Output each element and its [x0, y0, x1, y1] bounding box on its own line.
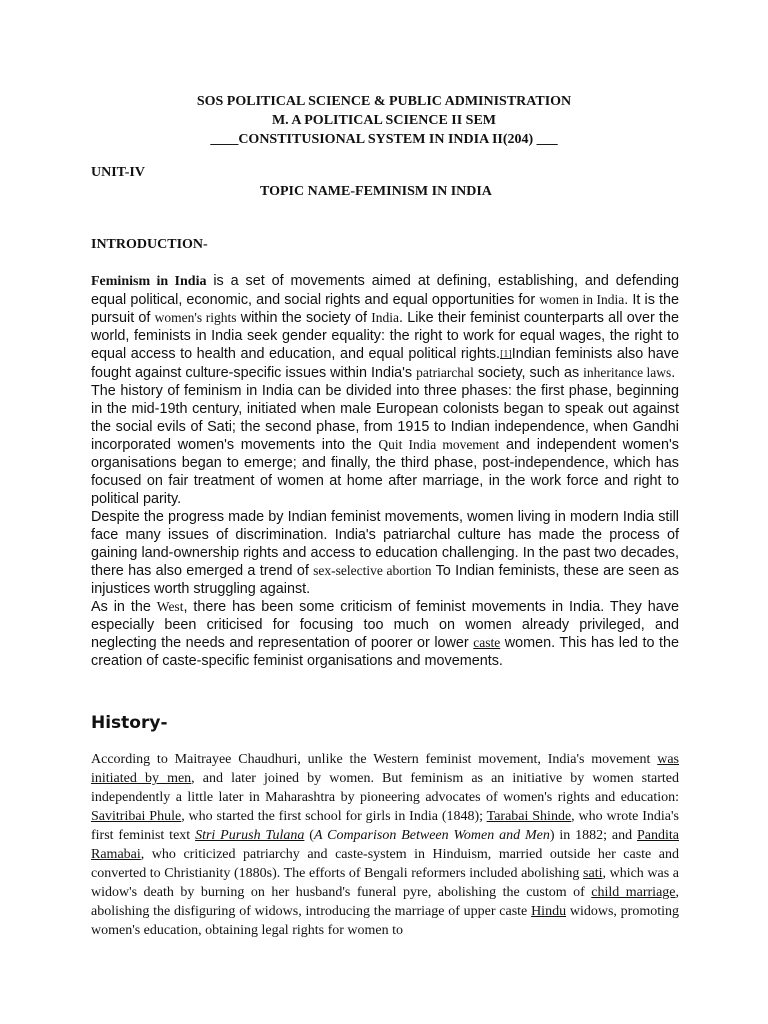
topic-title: TOPIC NAME-FEMINISM IN INDIA [260, 184, 492, 199]
text-run: ( [304, 828, 314, 843]
text-run: As in the [91, 599, 157, 615]
history-body [91, 750, 679, 940]
text-run: within the society of [236, 310, 372, 326]
link-stri-purush-tulana[interactable]: Stri Purush Tulana [195, 828, 305, 843]
history-heading: History- [91, 713, 168, 733]
text-run: , which was a widow's death by burning on her husband's funeral pyre, abolishing the custom of [91, 866, 679, 900]
link-child-marriage[interactable]: child marriage [591, 885, 676, 900]
header-course: M. A POLITICAL SCIENCE II SEM [271, 113, 497, 128]
text-run: Indian feminists also have fought against culture-specific issues within India's [91, 346, 679, 381]
text-run: To Indian feminists, these are seen as injustices worth struggling against. [91, 563, 679, 597]
link-sati[interactable]: sati [583, 866, 603, 881]
text-run: , who started the first school for girls in India (1848); [181, 809, 487, 824]
text-run: , who criticized patriarchy and caste-system in Hinduism, married outside her caste and converted to Christianity (1880s). The efforts of Bengali reformers included abolishing [91, 847, 679, 881]
text-run: ) in 1882; and [549, 828, 637, 843]
text-run: , who wrote India's first feminist text [91, 809, 679, 843]
link-india[interactable]: India [371, 310, 399, 325]
text-run: , abolishing the disfiguring of widows, introducing the marriage of upper caste [91, 885, 680, 919]
text-run: According to Maitrayee Chaudhuri, unlike the Western feminist movement, India's movement [91, 752, 658, 767]
link-savitribai-phule[interactable]: Savitribai Phule [91, 809, 182, 824]
text-run: society, such as [473, 365, 584, 381]
text-run: widows, promoting women's education, obtaining legal rights for women to [91, 904, 680, 938]
link-womens-rights[interactable]: women's rights [154, 310, 237, 325]
text-run: is a set of movements aimed at defining, establishing, and defending equal political, economic, and social rights and equal opportunities for [91, 273, 679, 308]
text-run: women. This has led to the creation of caste-specific feminist organisations and movements. [91, 635, 679, 669]
book-subtitle: A Comparison Between Women and Men [313, 828, 550, 843]
text-run: , there has been some criticism of feminist movements in India. They have especially been criticised for focusing too much on women already privileged, and neglecting the needs and representation of poorer or lower [91, 599, 679, 651]
link-pandita-ramabai[interactable]: Pandita Ramabai [91, 828, 679, 862]
link-initiated-by-men[interactable]: was initiated by men [91, 752, 679, 786]
link-women-in-india[interactable]: women in India [539, 292, 625, 307]
link-quit-india-movement[interactable]: Quit India movement [378, 437, 500, 452]
history-paragraph [91, 750, 679, 940]
intro-paragraph-1 [91, 272, 679, 382]
link-caste[interactable]: caste [473, 635, 501, 650]
link-sex-selective-abortion[interactable]: sex-selective abortion [313, 563, 432, 578]
link-hindu[interactable]: Hindu [531, 904, 567, 919]
introduction-heading: INTRODUCTION- [91, 237, 208, 252]
link-inheritance-laws[interactable]: inheritance laws [583, 365, 672, 380]
intro-paragraph-2 [91, 382, 679, 508]
link-west[interactable]: West [156, 599, 184, 614]
text-run: . [671, 365, 676, 381]
reference-link-1[interactable]: [1] [500, 349, 512, 360]
header-department: SOS POLITICAL SCIENCE & PUBLIC ADMINISTRATION [196, 94, 572, 109]
intro-bold-lead: Feminism in India [91, 274, 207, 289]
text-run: Despite the progress made by Indian feminist movements, women living in modern India still face many issues of discrimination. India's patriarchal culture has made the process of gaining land-ownership rights and access to education challenging. In the past two decades, there has also emerged a trend of [91, 509, 679, 579]
text-run: and independent women's organisations began to emerge; and finally, the third phase, post-independence, which has focused on fair treatment of women at home after marriage, in the work force and right to political parity. [91, 437, 679, 507]
header-paper-title: ____CONSTITUSIONAL SYSTEM IN INDIA II(204) ___ [210, 132, 558, 147]
text-run: The history of feminism in India can be divided into three phases: the first phase, beginning in the mid-19th century, initiated when male European colonists began to speak out against the social evils of Sati; the second phase, from 1915 to Indian independence, when Gandhi incorporated women's movements into the [91, 383, 679, 453]
intro-paragraph-4 [91, 598, 679, 670]
introduction-body [91, 272, 679, 670]
intro-paragraph-3 [91, 508, 679, 598]
text-run: , and later joined by women. But feminism as an initiative by women started independently a little later in Maharashtra by pioneering advocates of women's rights and education: [91, 771, 679, 805]
link-patriarchal[interactable]: patriarchal [416, 365, 474, 380]
unit-label: UNIT-IV [91, 165, 145, 180]
text-run: . Like their feminist counterparts all over the world, feminists in India seek gender equality: the right to work for equal wages, the right to equal access to health and education, and equal political rights. [91, 310, 679, 362]
text-run: . It is the pursuit of [91, 292, 680, 326]
link-tarabai-shinde[interactable]: Tarabai Shinde [486, 809, 572, 824]
